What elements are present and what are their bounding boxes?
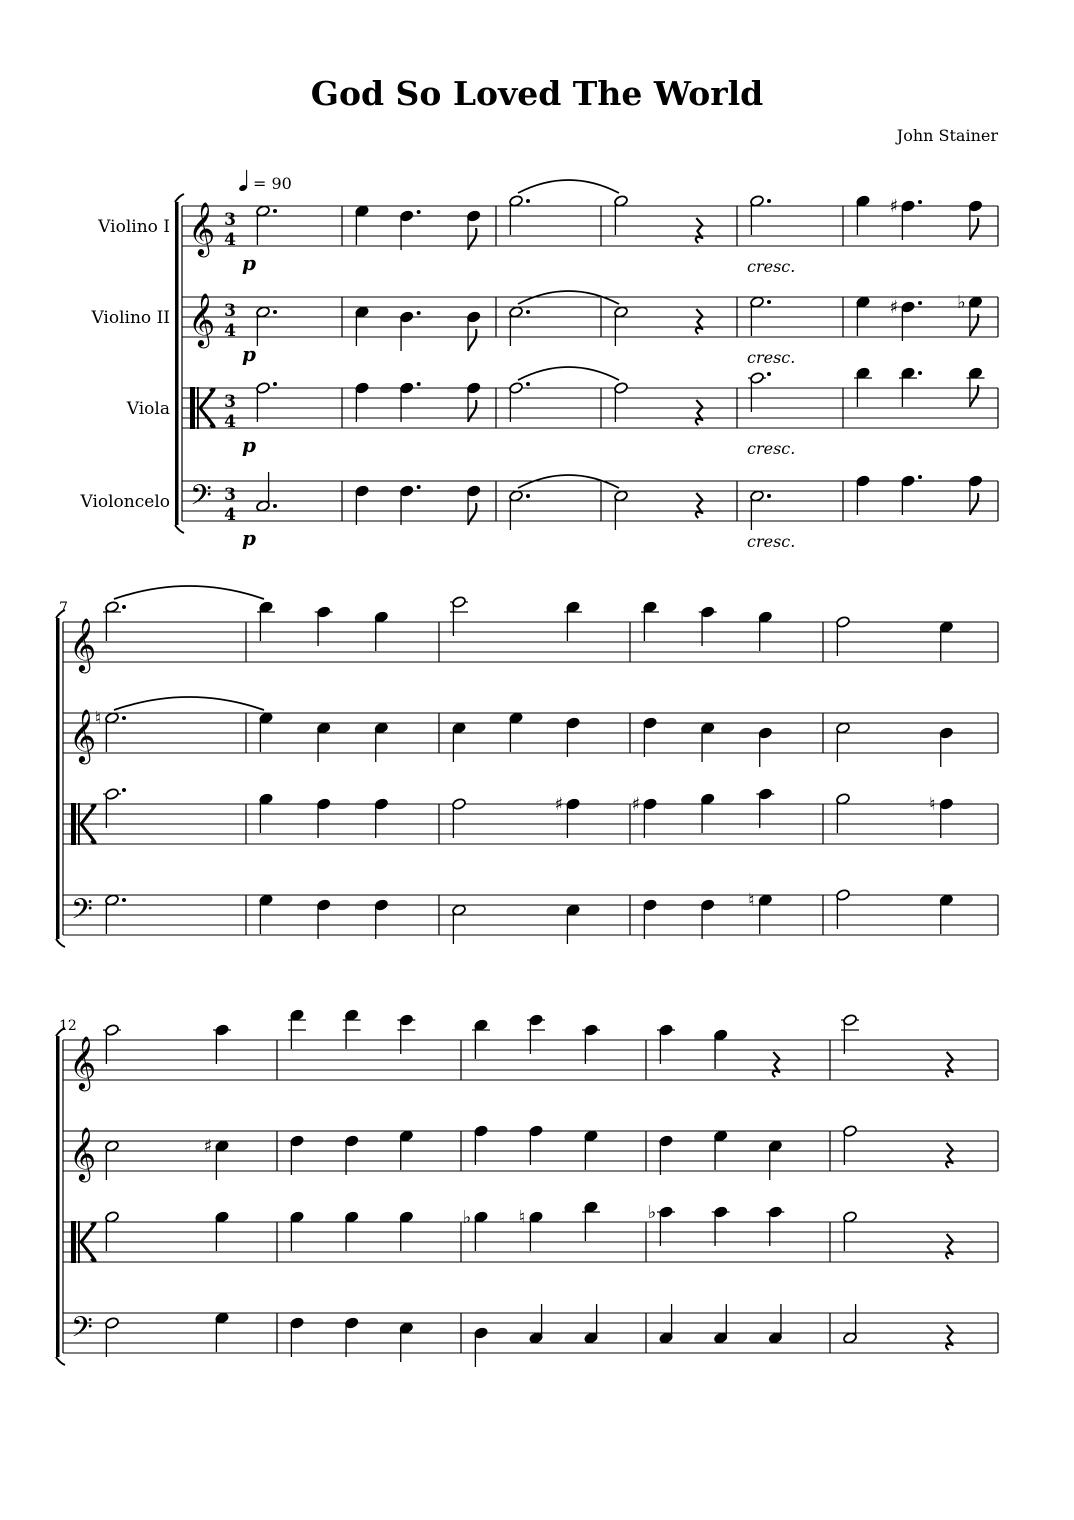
note — [766, 1206, 784, 1246]
quarter-rest-icon — [696, 218, 703, 243]
alto-clef-bar — [71, 803, 76, 845]
tie-slur — [518, 180, 619, 193]
note — [614, 195, 629, 235]
note — [399, 1130, 414, 1170]
augmentation-dot — [273, 382, 277, 386]
note — [527, 1014, 545, 1054]
score-title: God So Loved The World — [310, 74, 764, 113]
eighth-flag — [468, 228, 476, 250]
instrument-label: Viola — [126, 399, 170, 419]
note — [452, 798, 467, 838]
flat-icon: ♭ — [647, 1202, 657, 1223]
note — [215, 1211, 230, 1251]
eighth-flag — [468, 400, 476, 422]
bracket-hook — [175, 194, 184, 202]
note — [758, 727, 773, 767]
note — [836, 889, 851, 929]
note — [450, 596, 468, 636]
note — [472, 1019, 490, 1059]
note — [316, 899, 331, 939]
note — [836, 616, 851, 656]
bracket-hook — [56, 1357, 65, 1365]
note — [699, 606, 717, 646]
treble-clef-icon: 𝄞 — [188, 201, 216, 255]
note — [215, 1140, 230, 1180]
staff — [63, 713, 998, 753]
note — [856, 475, 871, 515]
note — [968, 200, 983, 240]
note — [582, 1201, 600, 1241]
note — [105, 1140, 120, 1180]
note — [614, 490, 629, 530]
note — [614, 382, 629, 422]
note — [939, 727, 954, 767]
note — [452, 722, 467, 762]
note — [659, 1304, 674, 1344]
augmentation-dot — [417, 485, 421, 489]
eighth-flag — [468, 329, 476, 351]
note — [290, 1135, 305, 1175]
note — [259, 894, 274, 934]
note — [843, 1304, 858, 1344]
sharp-icon: ♯ — [889, 196, 899, 217]
note — [713, 1130, 728, 1170]
note — [584, 1130, 599, 1170]
note — [756, 788, 774, 828]
system-bracket — [56, 618, 60, 939]
note — [259, 712, 274, 752]
instrument-label: Violino II — [91, 308, 170, 328]
note — [105, 1211, 120, 1251]
quarter-rest-icon — [946, 1143, 953, 1168]
note — [105, 894, 126, 934]
note — [564, 601, 582, 641]
augmentation-dot — [417, 311, 421, 315]
note — [509, 475, 619, 530]
note — [659, 1135, 674, 1175]
note — [836, 722, 851, 762]
bracket-hook — [56, 939, 65, 947]
note — [343, 1009, 361, 1049]
note — [657, 1206, 675, 1246]
natural-icon: ♮ — [94, 708, 102, 729]
time-signature-numerator: 3 — [224, 210, 236, 230]
augmentation-dot — [767, 300, 771, 304]
note — [213, 1024, 231, 1064]
note — [529, 1304, 544, 1344]
eighth-flag — [970, 218, 978, 240]
note — [466, 311, 481, 351]
note — [344, 1135, 359, 1175]
note — [566, 717, 581, 757]
composer-name: John Stainer — [896, 126, 998, 145]
note — [529, 1211, 544, 1251]
note — [643, 798, 658, 838]
note — [397, 1014, 415, 1054]
quarter-rest-icon — [946, 1234, 953, 1259]
augmentation-dot — [526, 310, 530, 314]
alto-clef-thin — [78, 803, 80, 845]
instrument-label: Violino I — [98, 217, 170, 237]
note — [256, 205, 277, 245]
natural-icon: ♮ — [748, 890, 755, 911]
note — [316, 798, 331, 838]
note — [614, 306, 629, 346]
note — [474, 1125, 489, 1165]
note — [712, 1206, 730, 1246]
system-bracket — [56, 1036, 60, 1357]
augmentation-dot — [417, 382, 421, 386]
note — [399, 1211, 414, 1251]
augmentation-dot — [122, 716, 126, 720]
note — [105, 1317, 120, 1357]
alto-clef-bar — [190, 387, 195, 429]
augmentation-dot — [918, 301, 922, 305]
note — [355, 485, 370, 525]
note — [584, 1304, 599, 1344]
time-signature-numerator: 3 — [224, 392, 236, 412]
augmentation-dot — [767, 199, 771, 203]
note — [529, 1125, 544, 1165]
treble-clef-icon: 𝄞 — [69, 1126, 97, 1180]
staff — [63, 622, 998, 662]
note — [968, 475, 983, 515]
augmentation-dot — [918, 371, 922, 375]
staff — [182, 481, 998, 521]
note — [854, 367, 872, 407]
augmentation-dot — [767, 494, 771, 498]
note — [939, 798, 954, 838]
bass-clef-icon: 𝄢 — [71, 893, 93, 933]
quarter-rest-icon — [946, 1325, 953, 1350]
quarter-rest-icon — [773, 1052, 780, 1077]
staff — [182, 388, 998, 428]
note — [700, 793, 715, 833]
note — [344, 1317, 359, 1357]
note — [758, 894, 773, 934]
note — [509, 180, 619, 235]
note — [290, 1211, 305, 1251]
note — [758, 611, 773, 651]
note — [750, 490, 771, 530]
dynamic-piano: p — [242, 526, 256, 550]
note — [748, 372, 771, 412]
note — [768, 1304, 783, 1344]
alto-clef-bar — [71, 1221, 76, 1263]
note — [582, 1024, 600, 1064]
note — [939, 894, 954, 934]
flat-icon: ♭ — [462, 1207, 472, 1228]
instrument-label: Violoncelo — [80, 492, 170, 512]
note — [566, 904, 581, 944]
augmentation-dot — [273, 310, 277, 314]
dynamic-piano: p — [242, 433, 256, 457]
note — [374, 899, 389, 939]
dynamic-crescendo: cresc. — [747, 439, 796, 458]
sharp-icon: ♯ — [554, 794, 564, 815]
note — [256, 306, 277, 346]
note — [105, 697, 264, 752]
note — [768, 1140, 783, 1180]
treble-clef-icon: 𝄞 — [69, 617, 97, 671]
measure-number: 7 — [59, 600, 68, 616]
treble-clef-icon: 𝄞 — [69, 708, 97, 762]
sharp-icon: ♯ — [889, 297, 899, 318]
dynamic-crescendo: cresc. — [747, 257, 796, 276]
augmentation-dot — [122, 605, 126, 609]
quarter-rest-icon — [696, 400, 703, 425]
staff — [63, 895, 998, 935]
augmentation-dot — [273, 209, 277, 213]
augmentation-dot — [273, 504, 277, 508]
note — [452, 904, 467, 944]
flat-icon: ♭ — [957, 292, 966, 313]
augmentation-dot — [526, 199, 530, 203]
tie-slur — [114, 586, 264, 599]
augmentation-dot — [526, 382, 530, 386]
alto-clef-thin — [197, 387, 199, 429]
note — [641, 601, 659, 641]
quarter-rest-icon — [696, 493, 703, 518]
note — [474, 1327, 489, 1367]
dynamic-piano: p — [242, 251, 256, 275]
augmentation-dot — [122, 788, 126, 792]
staff — [182, 297, 998, 337]
note — [856, 195, 871, 235]
note — [374, 722, 389, 762]
note — [355, 382, 370, 422]
staff — [63, 804, 998, 844]
note — [315, 606, 333, 646]
treble-clef-icon: 𝄞 — [69, 1035, 97, 1089]
note — [399, 1322, 414, 1362]
note — [466, 485, 481, 525]
note — [256, 472, 277, 512]
note — [466, 382, 481, 422]
tie-slur — [114, 697, 264, 710]
note — [967, 367, 985, 407]
note — [509, 291, 619, 346]
sharp-icon: ♯ — [631, 794, 641, 815]
note — [509, 712, 524, 752]
treble-clef-icon: 𝄞 — [188, 292, 216, 346]
note — [466, 210, 481, 250]
time-signature-denominator: 4 — [224, 230, 236, 250]
tempo-marking: = 90 — [253, 174, 292, 193]
time-signature-denominator: 4 — [224, 321, 236, 341]
alto-clef-thin — [78, 1221, 80, 1263]
note — [257, 601, 275, 641]
note — [713, 1029, 728, 1069]
quarter-rest-icon — [696, 309, 703, 334]
note — [657, 1024, 675, 1064]
note — [750, 296, 771, 336]
tie-slur — [518, 367, 619, 380]
note — [856, 296, 871, 336]
note — [643, 717, 658, 757]
note — [843, 1125, 858, 1165]
bracket-hook — [175, 525, 184, 533]
note — [344, 1211, 359, 1251]
note — [700, 899, 715, 939]
note — [259, 793, 274, 833]
note — [215, 1312, 230, 1352]
time-signature-numerator: 3 — [224, 301, 236, 321]
note — [103, 1024, 121, 1064]
staff — [63, 1313, 998, 1353]
dynamic-crescendo: cresc. — [747, 348, 796, 367]
measure-number: 12 — [59, 1018, 77, 1034]
note — [316, 722, 331, 762]
augmentation-dot — [767, 372, 771, 376]
note — [939, 621, 954, 661]
natural-icon: ♮ — [518, 1207, 526, 1228]
natural-icon: ♮ — [929, 794, 936, 815]
eighth-flag — [970, 493, 978, 515]
note — [290, 1317, 305, 1357]
bass-clef-icon: 𝄢 — [71, 1311, 93, 1351]
system-bracket — [175, 202, 179, 525]
note — [643, 899, 658, 939]
time-signature-numerator: 3 — [224, 485, 236, 505]
note — [374, 611, 389, 651]
note — [288, 1009, 306, 1049]
time-signature-denominator: 4 — [224, 505, 236, 525]
note — [843, 1211, 858, 1251]
note — [713, 1304, 728, 1344]
note — [750, 195, 771, 235]
eighth-flag — [468, 503, 476, 525]
augmentation-dot — [122, 898, 126, 902]
note — [899, 367, 922, 407]
quarter-rest-icon — [946, 1052, 953, 1077]
augmentation-dot — [526, 494, 530, 498]
augmentation-dot — [918, 200, 922, 204]
note — [474, 1211, 489, 1251]
note — [103, 586, 264, 641]
note — [374, 798, 389, 838]
augmentation-dot — [918, 475, 922, 479]
bass-clef-icon: 𝄢 — [190, 479, 212, 519]
note — [836, 793, 851, 833]
note — [355, 306, 370, 346]
staff — [182, 206, 998, 246]
note — [509, 367, 619, 422]
note — [700, 722, 715, 762]
note — [968, 296, 983, 336]
sharp-icon: ♯ — [203, 1136, 213, 1157]
note — [355, 205, 370, 245]
dynamic-piano: p — [242, 342, 256, 366]
time-signature-denominator: 4 — [224, 412, 236, 432]
note — [841, 1014, 859, 1054]
note — [566, 798, 581, 838]
augmentation-dot — [417, 210, 421, 214]
note — [103, 788, 126, 828]
dynamic-crescendo: cresc. — [747, 532, 796, 551]
